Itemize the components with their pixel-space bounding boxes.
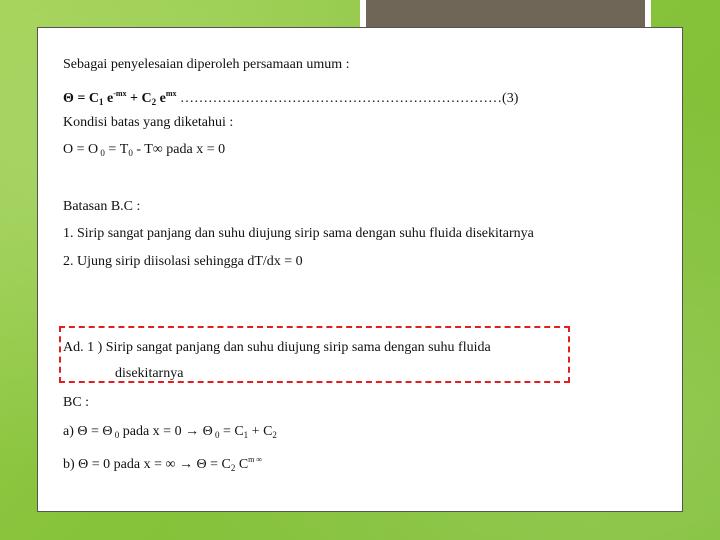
eq-e2: e <box>156 91 166 106</box>
bca-sub-3: 1 <box>243 430 249 440</box>
intro-line: Sebagai penyelesaian diperoleh persamaan umum : <box>63 57 350 72</box>
eq-equals: = <box>73 91 89 106</box>
ad1-line: Ad. 1 ) Sirip sangat panjang dan suhu diujung sirip sama dengan suhu fluida <box>63 340 491 355</box>
bca-part-b: pada x = 0 → Θ <box>119 424 213 439</box>
eq-plus: + <box>126 91 142 106</box>
eq-c2: C <box>141 91 152 106</box>
bcb-part-b: C <box>235 457 249 472</box>
bcb-sup: m ∞ <box>248 455 263 464</box>
ad1-line-cont: disekitarnya <box>115 366 184 381</box>
bca-part-c: = C <box>219 424 244 439</box>
be-part-a: Ο = Ο <box>63 142 99 157</box>
eq-e2-sup: mx <box>165 89 177 98</box>
bcb-sub-1: 2 <box>230 463 236 473</box>
eq-c2-sub: 2 <box>151 97 157 107</box>
bc-item-1: 1. Sirip sangat panjang dan suhu diujung sirip sama dengan suhu fluida disekitarnya <box>63 226 534 241</box>
eq-c1: C <box>88 91 99 106</box>
be-part-b: = T <box>104 142 129 157</box>
bc-heading: Batasan B.C : <box>63 199 141 214</box>
bc-b-equation <box>63 451 262 477</box>
bca-sub-4: 2 <box>272 430 277 440</box>
bca-sub-1: 0 <box>112 430 120 440</box>
eq-theta: Θ <box>63 91 74 106</box>
general-equation <box>63 85 518 111</box>
bc-a-equation <box>63 423 277 444</box>
bca-sub-2: 0 <box>212 430 220 440</box>
be-part-c: - T∞ pada x = 0 <box>132 142 226 157</box>
bcb-part-a: b) Θ = 0 pada x = ∞ → Θ = C <box>63 457 231 472</box>
be-sub-0: 0 <box>98 148 105 158</box>
slide-content <box>37 27 683 512</box>
bca-part-a: a) Θ = Θ <box>63 424 113 439</box>
eq-e1: e <box>103 91 114 106</box>
bca-part-d: + C <box>248 424 273 439</box>
eq-c1-sub: 1 <box>99 97 104 107</box>
boundary-heading: Kondisi batas yang diketahui : <box>63 115 234 130</box>
bc-label: BC : <box>63 395 90 410</box>
eq-e1-sup: -mx <box>113 89 127 98</box>
eq-dots: …………………………………………………………… <box>176 91 503 106</box>
eq-number: (3) <box>502 91 519 106</box>
bc-item-2: 2. Ujung sirip diisolasi sehingga dT/dx = 0 <box>63 254 303 269</box>
be-sub-1: 0 <box>128 148 133 158</box>
boundary-equation <box>63 141 225 162</box>
